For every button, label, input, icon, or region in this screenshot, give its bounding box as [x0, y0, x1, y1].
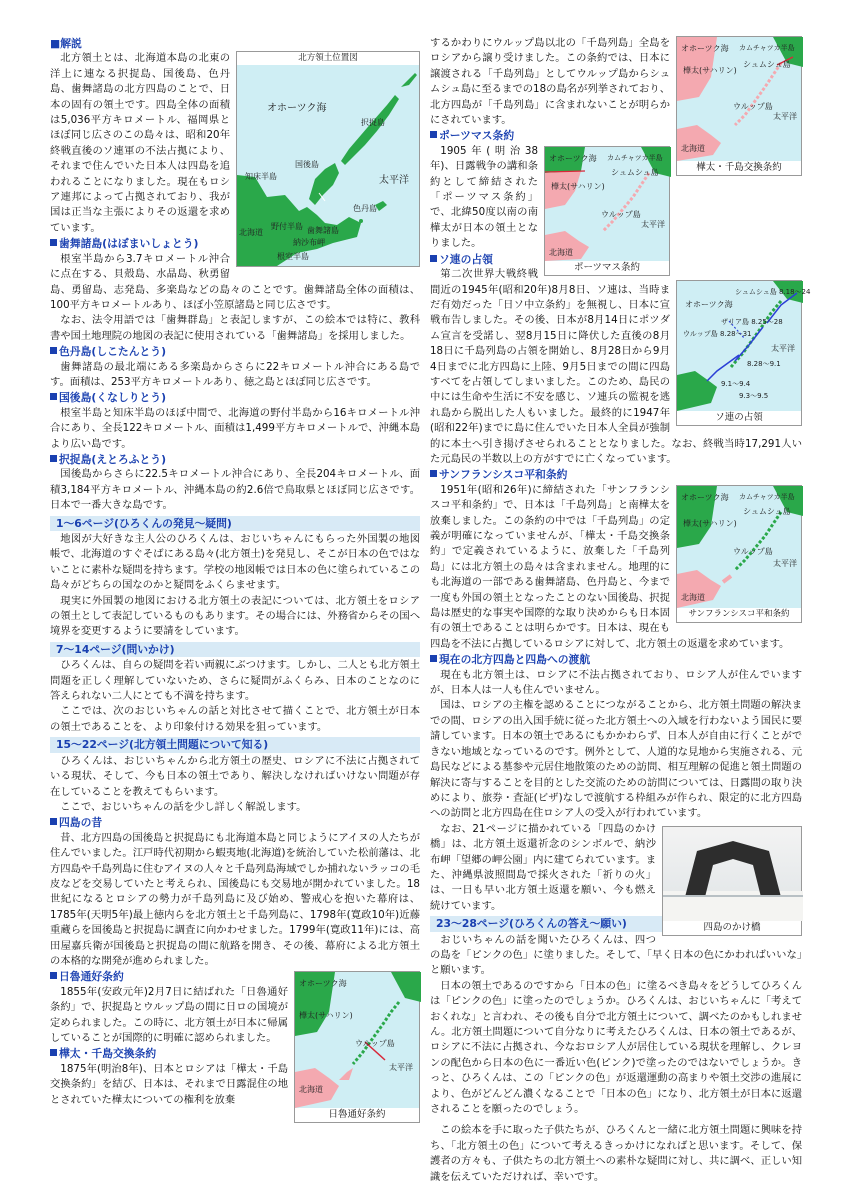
pages-23-28-heading: 23～28ページ(ひろくんの答え～願い)	[430, 916, 802, 931]
kunashiri-paragraph: 根室半島と知床半島のほぼ中間で、北海道の野付半島から16キロメートル沖合にあり、全長122キロメートル、面積は1,499平方キロメートルで、沖縄本島より広い島です。	[50, 406, 420, 450]
map-label: 国後島	[295, 160, 319, 170]
sf-treaty-heading: サンフランシスコ平和条約	[430, 467, 802, 482]
map-label: 太平洋	[379, 175, 409, 187]
sf-treaty-paragraph: 1951年(昭和26年)に締結された「サンフランシスコ平和条約」で、日本は「千島列島」と南樺太を放棄しました。この条約の中では「千島列島」の定義が明確になっていませんが、「樺太・千島交換条約」で定義されているように、放棄した「千島列島」には北方領土の島々は含まれません。地理的にも北海道の一部である歯舞諸島、色丹島と、今まで一度も外国の領土となったことのない国後島、択捉島は歴史的な事実や国際的な取り決めからも日本固有の領土であることは明らかです。日本は、現在も四島を不法に占拠しているロシアに対して、北方領土の返還を求めています。	[430, 483, 790, 650]
pages-23-28-paragraph-1: おじいちゃんの話を聞いたひろくんは、四つの島を「ピンクの色」に塗りました。そして、「早く日本の色にかわればいいな」と願います。	[430, 933, 802, 977]
soren-paragraph: 第二次世界大戦終戦間近の1945年(昭和20年)8月8日、ソ連は、当時まだ有効だった「日ソ中立条約」を無視し、日本に宣戦布告しました。その後、日本が8月14日にポツダム宣言を受諾し、翌8月15日に降伏した直後の8月18日に千島列島の占領を開始し、8月28日から9月4日までに北方四島に上陸、9月5日までの間に四島すべてを占領してしまいました。このため、島民の中には生命や生活に不安を感じ、ソ連兵の監視を逃れ島から脱出した人もいました。最終的に1947年(昭和22年)までに島に住んでいた日本人全員が強制的に本土へ引き揚げさせられることとなりました。なお、終戦当時17,291人いた元島民の半数以上の方がすでに亡くなっています。	[430, 268, 802, 465]
etorofu-heading: 択捉島(えとろふとう)	[50, 452, 420, 467]
kakehashi-photo	[663, 827, 801, 921]
map-label: 北海道	[239, 228, 263, 238]
kunashiri-heading: 国後島(くなしりとう)	[50, 390, 420, 405]
habomai-paragraph-2: なお、法令用語では「歯舞群島」と表記しますが、この絵本では特に、教科書や国土地理院の地図の表記に使用されている「歯舞諸島」を採用しました。	[50, 314, 420, 342]
portsmouth-heading: ポーツマス条約	[430, 128, 802, 143]
habomai-paragraph-1: 根室半島から3.7キロメートル沖合に点在する、貝殻島、水晶島、秋勇留島、勇留島、志発島、多楽島などの島々のことです。歯舞諸島全体の面積は、100平方キロメートルあり、ほぼ小笠原諸島と同じ広さです。	[50, 252, 420, 311]
nichiro-treaty-caption: 日魯通好条約	[328, 1109, 386, 1121]
shikotan-paragraph: 歯舞諸島の最北端にある多楽島からさらに22キロメートル沖合にある島です。面積は、253平方キロメートルあり、徳之島とほぼ同じ広さです。	[50, 360, 420, 388]
pages-1-6-paragraph-2: 現実に外国製の地図における北方領土の表記については、北方領土をロシアの領土として表記しているものもあります。その場合には、外務省からその国へ境界を変更するように要請をしています。	[50, 594, 420, 638]
map-label: 納沙布岬	[293, 238, 325, 248]
map-label: 択捉島	[361, 118, 385, 128]
karafuto-paragraph: 1875年(明治8年)、日本とロシアは「樺太・千島交換条約」を結び、日本は、それまで日露混住の地とされていた樺太についての権利を放棄	[50, 1062, 288, 1106]
nichiro-heading: 日魯通好条約	[50, 969, 420, 984]
pages-23-28-paragraph-2: 日本の領土であるのですから「日本の色」に塗るべき島々をどうしてひろくんは「ピンクの色」に塗ったのでしょうか。ひろくんは、おじいちゃんに「考えておくれな」と言われ、その後も自分で北方領土について、調べたのかもしれません。北方領土問題について自分なりに考えたひろくんは、日本の領土であるが、ロシアに不法に占拠され、今なおロシア人が居住している現状を理解し、クレヨンの配色から日本の色に一番近い色(ピンク)で塗ったのではないでしょうか。きっと、ひろくんは、この「ピンクの色」が返還運動の高まりや領土交渉の進展により、色がどんどん濃くなることで「日本の色」になり、北方領土が日本に返還されることを願ったのでしょう。	[430, 979, 802, 1116]
soren-heading: ソ連の占領	[430, 252, 802, 267]
kakehashi-figure	[662, 826, 802, 936]
sf-treaty-caption: サンフランシスコ平和条約	[688, 608, 790, 619]
map-label: 根室半島	[277, 252, 309, 262]
nichiro-treaty-figure	[294, 971, 420, 1123]
pages-15-22-paragraph-2: ここで、おじいちゃんの話を少し詳しく解説します。	[60, 800, 307, 813]
etorofu-paragraph: 国後島からさらに22.5キロメートル沖合にあり、全長204キロメートル、面積3,184平方キロメートル、沖縄本島の約2.6倍で鳥取県とほぼ同じ広さです。日本で一番大きな島です。	[50, 468, 420, 512]
pages-15-22-paragraph-1: ひろくんは、おじいちゃんから北方領土の歴史、ロシアに不法に占拠されている現状、そして、今も日本の領土であり、解決しなければいけない問題が存在していることを教えてもらいます。	[50, 754, 420, 798]
nichiro-treaty-map: オホーツク海 樺太(サハリン) ウルップ島 太平洋 北海道	[295, 972, 419, 1108]
nichiro-paragraph: 1855年(安政元年)2月7日に結ばれた「日魯通好条約」で、択捉島とウルップ島の間に日ロの国境が定められました。この時に、北方領土が日本に帰属していることが国際的に明確に認められました。	[50, 985, 288, 1044]
map-label: オホーツク海	[267, 103, 327, 115]
mukashi-heading: 四島の昔	[50, 815, 420, 830]
right-column	[430, 36, 811, 1185]
pages-7-14-paragraph-2: ここでは、次のおじいちゃんの話と対比させて描くことで、北方領土が日本の領土であることを、より印象付ける効果を狙っています。	[50, 705, 420, 733]
genzai-paragraph-2: 国は、ロシアの主権を認めることにつながることから、北方領土問題の解決までの間、ロシアの出入国手続に従った北方領土への入域を行わないよう国民に要請しています。日本の領土であるにもかかわらず、日本人が自由に行くことができない地域となっているのです。例外として、人道的な見地から実施される、元島民などによる墓参や元居住地散策のための訪問、相互理解の促進と領土問題の解決に寄与することを目的とした交流のための訪問については、日露間の取り決めにより、旅券・査証(ビザ)なしで渡航する枠組みが作られ、限定的に北方四島への訪問と北方四島在住ロシア人の受入が行われています。	[430, 699, 802, 820]
soviet-occupation-map: シュムシュ島 8.18～24 オホーツク海 ウルップ島 8.28～31 ザリア島 8.25～28 太平洋 8.28～9.1 9.1～9.4 9.3～9.5	[677, 281, 801, 411]
soviet-occupation-figure	[676, 280, 811, 426]
pages-7-14-paragraph-1: ひろくんは、自らの疑問を若い両親にぶつけます。しかし、二人とも北方領土問題を正しく理解していないため、さらに疑問がふくらみ、日本のことなのに答えられない二人にとても不満を持ちます。	[50, 659, 420, 703]
left-column	[50, 36, 420, 1123]
pages-7-14-heading: 7～14ページ(問いかけ)	[50, 642, 420, 657]
karafuto-treaty-map: オホーツク海 カムチャツカ半島 シュムシュ島 樺太(サハリン) ウルップ島 太平洋 北海道	[677, 37, 801, 161]
mukashi-paragraph: 昔、北方四島の国後島と択捉島にも北海道本島と同じようにアイヌの人たちが住んでいました。江戸時代初期から蝦夷地(北海道)を統治していた松前藩は、北方四島や千島列島に住むアイヌの人々と千島列島海域でしか捕れないラッコの毛皮などを交易していたと考えられ、国後島にも交易地が開かれていました。18世紀になるとロシアの勢力が千島列島に及び始め、警戒心を抱いた幕府は、1785年(天明5年)最上徳内らを北方領土と千島列島に、1798年(寛政10年)近藤重蔵らを国後島と択捉島に調査に向かわせました。1799年(寛政11年)には、高田屋嘉兵衛が国後島と択捉島の間に航路を開き、その後、幕府による北方領土の本格的な開発が進められました。	[50, 831, 420, 967]
location-map-title: 北方領土位置図	[298, 53, 358, 64]
shikotan-heading: 色丹島(しこたんとう)	[50, 344, 420, 359]
location-map-figure	[236, 51, 420, 267]
genzai-paragraph-3: なお、21ページに描かれている「四島のかけ橋」は、北方領土返還祈念のシンボルで、納沙布岬「望郷の岬公園」内に建てられています。また、沖縄県波照間島で採火された「祈りの火」は、一日も早い北方領土返還を願い、今も燃え続けています。	[430, 822, 656, 912]
portsmouth-paragraph: 1905年(明治38年)、日露戦争の講和条約として締結された「ポーツマス条約」で、北緯50度以南の南樺太が日本の領土となりました。	[430, 144, 538, 250]
soviet-occupation-caption: ソ連の占領	[715, 411, 763, 423]
map-label: 知床半島	[245, 172, 277, 182]
sf-treaty-map: オホーツク海 カムチャツカ半島 シュムシュ島 樺太(サハリン) ウルップ島 太平洋 北海道	[677, 486, 801, 608]
pages-15-22-heading: 15～22ページ(北方領土問題について知る)	[50, 737, 420, 752]
map-label: 歯舞諸島	[307, 226, 339, 236]
portsmouth-treaty-figure	[544, 146, 670, 276]
karafuto-continued-paragraph: するかわりにウルップ島以北の「千島列島」全島をロシアから譲り受けました。この条約では、日本に譲渡される「千島列島」としてウルップ島からシュムシュ島に至るまでの18の島名が列挙されており、北方四島が「千島列島」に含まれないことが明らかにされています。	[430, 37, 670, 127]
kakehashi-caption: 四島のかけ橋	[703, 921, 761, 933]
map-label: 色丹島	[353, 204, 377, 214]
genzai-heading: 現在の北方四島と四島への渡航	[430, 652, 802, 667]
karafuto-treaty-caption: 樺太・千島交換条約	[696, 162, 782, 173]
karafuto-treaty-figure	[676, 36, 802, 176]
intro-paragraph: 北方領土とは、北海道本島の北東の洋上に連なる択捉島、国後島、色丹島、歯舞諸島の北方四島のことで、日本の固有の領土です。四島全体の面積は5,036平方キロメートル、福岡県とほぼ同じ広さのこの島々は、昭和20年終戦直後のソ連軍の不法占拠により、それまで住んでいた日本人は四島を追われることになりました。現在もロシア連邦によって占拠されており、我が国は正当な主張によりその返還を求めています。	[50, 52, 230, 234]
karafuto-heading: 樺太・千島交換条約	[50, 1046, 420, 1061]
map-label: 野付半島	[271, 222, 303, 232]
pages-1-6-paragraph-1: 地図が大好きな主人公のひろくんは、おじいちゃんにもらった外国製の地図帳で、北海道のすぐそばにある島々(北方領土)を発見し、そこが日本の色ではないことに素朴な疑問を持ちます。学校の地図帳では日本の色に塗られているこの島々がどちらの国なのかと疑問をふくらませます。	[50, 533, 420, 592]
genzai-paragraph-1: 現在も北方領土は、ロシアに不法占拠されており、ロシア人が住んでいますが、日本人は一人も住んでいません。	[430, 668, 802, 697]
kaisetsu-heading: ■解説	[50, 37, 82, 50]
closing-paragraph: この絵本を手に取った子供たちが、ひろくんと一緒に北方領土問題に興味を持ち、「北方領土の色」について考えるきっかけになればと思います。そして、保護者の方々も、子供たちの北方領土への素朴な疑問に対し、共に調べ、正しい知識を伝えていただければ、幸いです。	[430, 1124, 802, 1183]
portsmouth-treaty-caption: ポーツマス条約	[573, 261, 641, 273]
pages-1-6-heading: 1～6ページ(ひろくんの発見～疑問)	[50, 516, 420, 531]
habomai-heading: 歯舞諸島(はぼまいしょとう)	[50, 236, 420, 251]
sf-treaty-figure	[676, 485, 802, 623]
portsmouth-treaty-map: オホーツク海 カムチャツカ半島 シュムシュ島 樺太(サハリン) ウルップ島 太平洋 北海道	[545, 147, 669, 261]
location-map	[237, 65, 419, 266]
